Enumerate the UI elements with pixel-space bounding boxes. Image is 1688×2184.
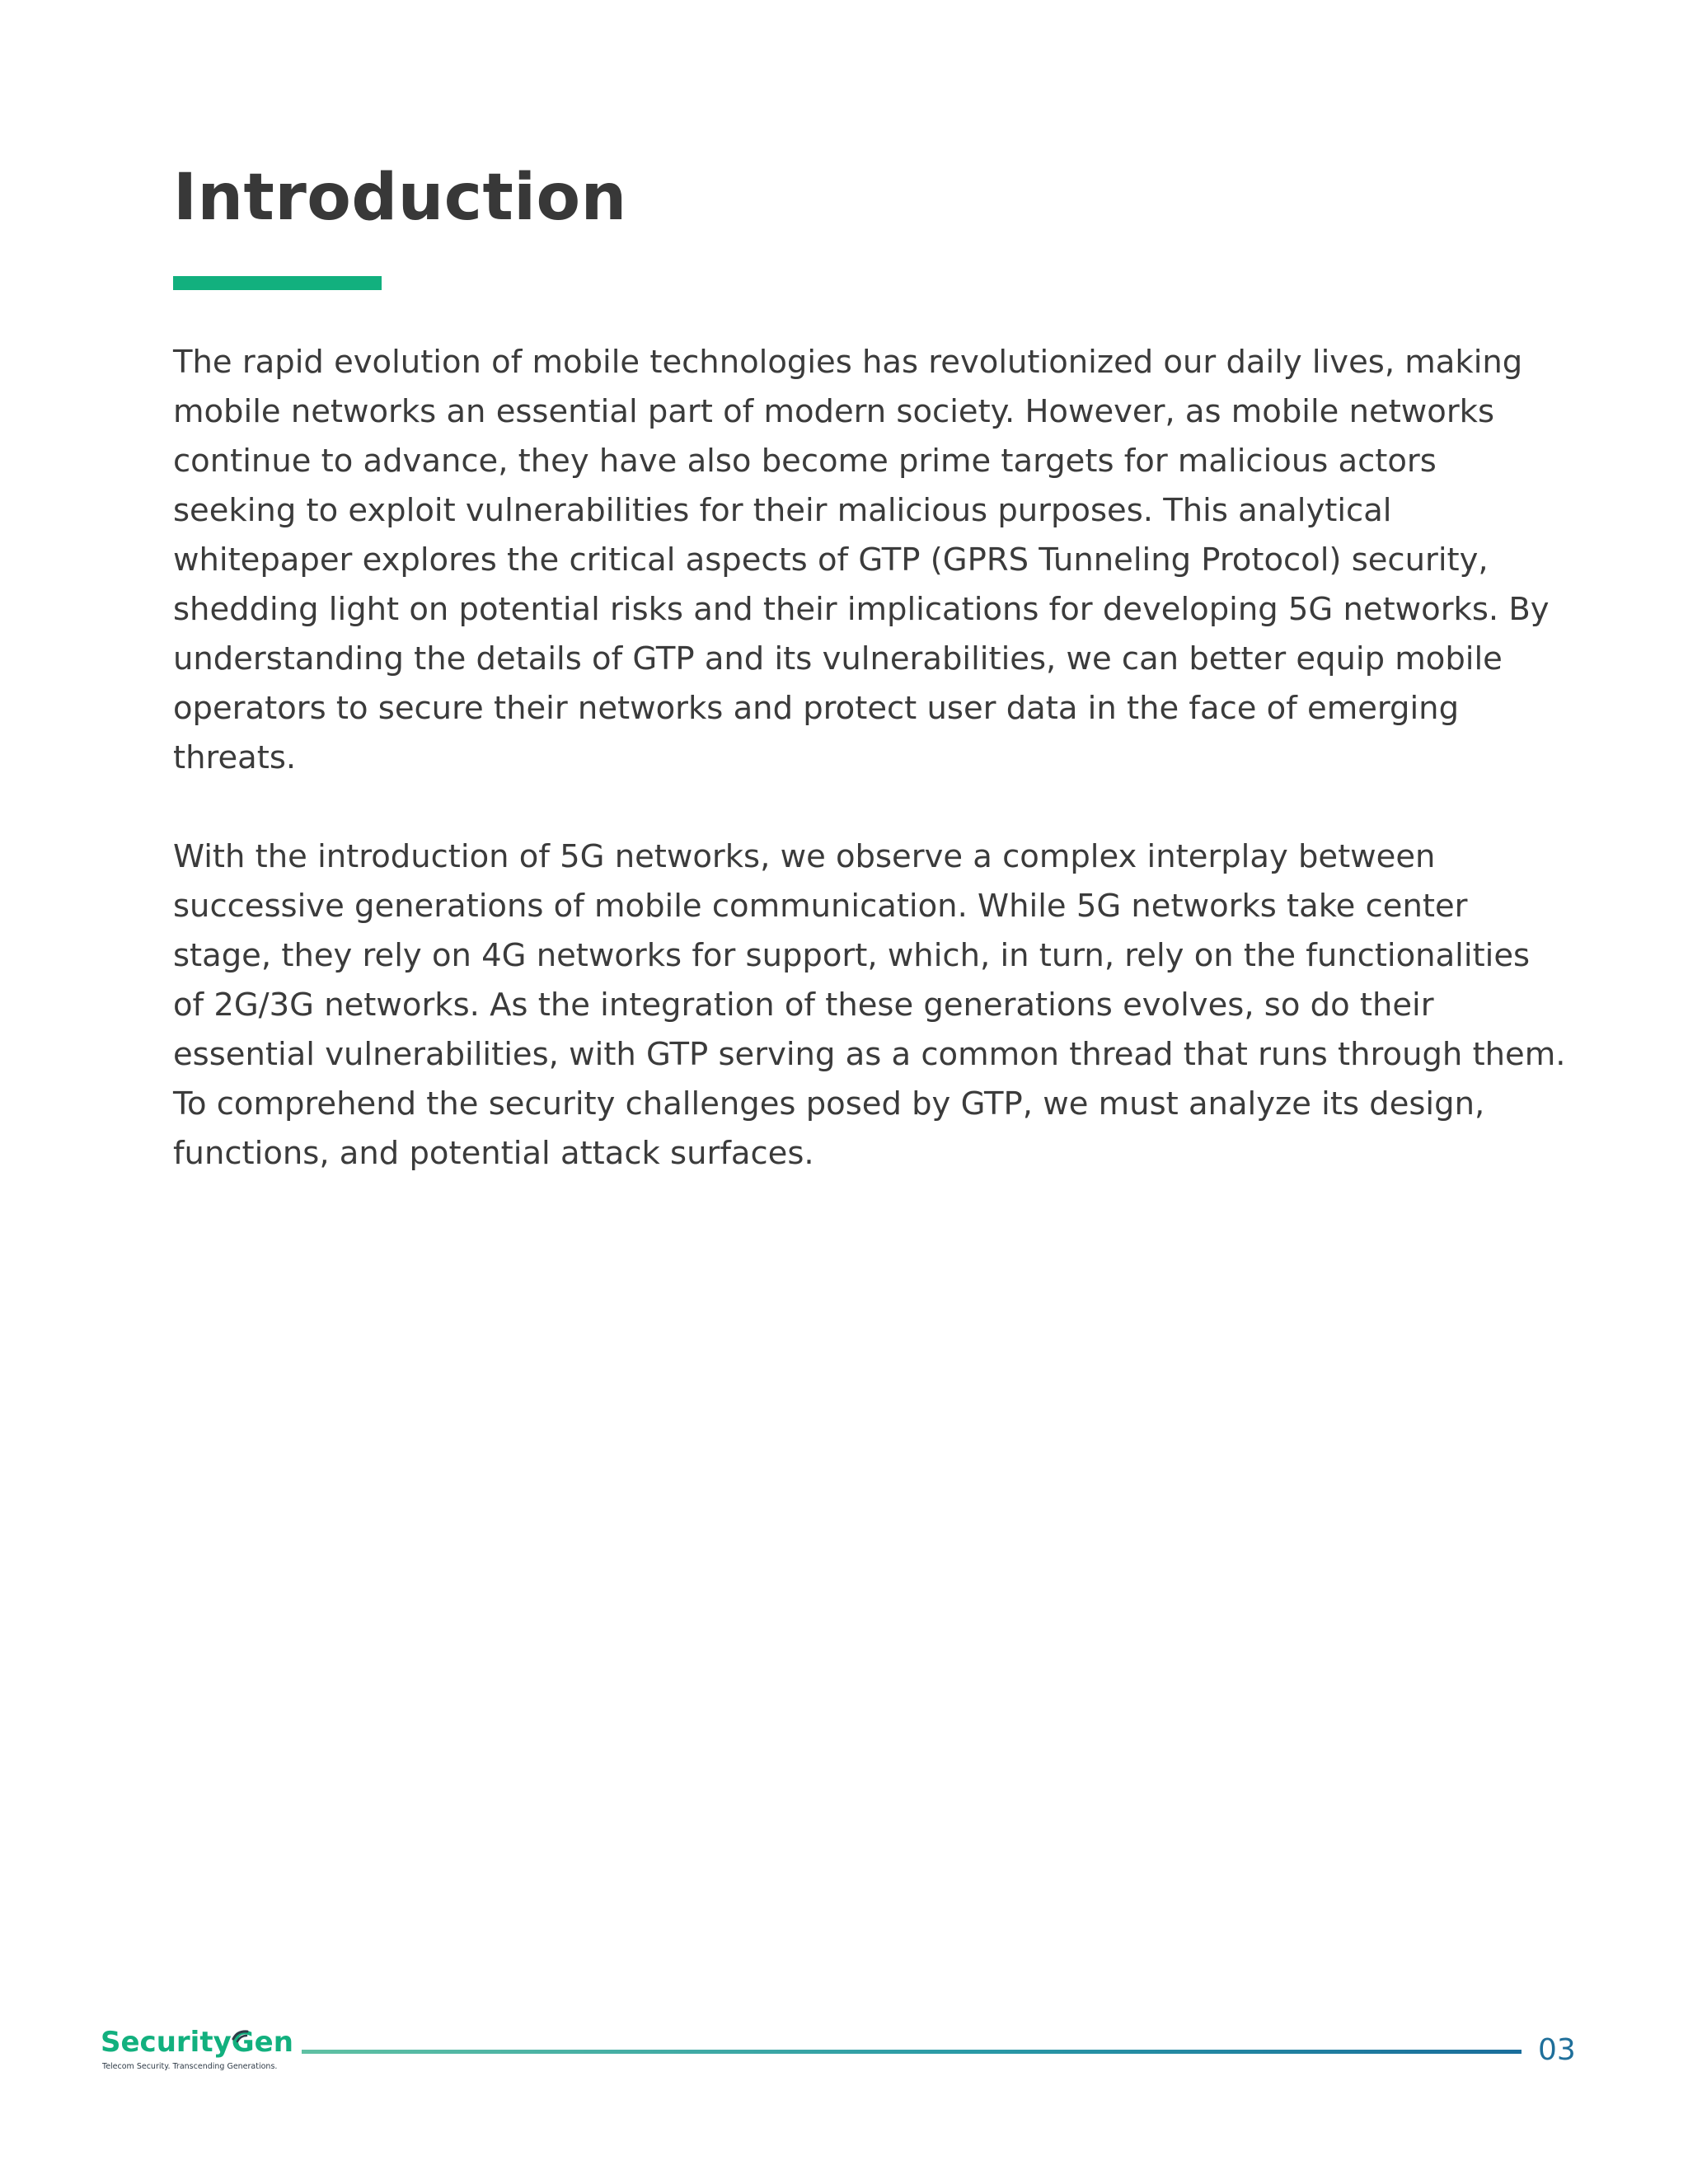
title-underline: [173, 276, 382, 290]
page-number: 03: [1538, 2033, 1576, 2067]
logo-swoosh-icon: [231, 2027, 252, 2046]
paragraph-1: The rapid evolution of mobile technologies has revolutionized our daily lives, making mobile networks an essential part of modern society. However, as mobile networks continue to advance, they have also become prime targets for malicious actors seeking to exploit vulnerabilities for their malicious purposes. This analytical whitepaper explores the critical aspects of GTP (GPRS Tunneling Protocol) security, shedding light on potential risks and their implications for developing 5G networks. By understanding the details of GTP and its vulnerabilities, we can better equip mobile operators to secure their networks and protect user data in the face of emerging threats.: [173, 344, 1550, 776]
footer-rule: [302, 2050, 1522, 2054]
logo-wordmark: SecurityGen: [101, 2026, 293, 2059]
securitygen-logo: [101, 2026, 293, 2075]
page-title: Introduction: [173, 161, 627, 235]
logo-tagline: Telecom Security. Transcending Generations.: [102, 2062, 278, 2071]
body-text: [173, 338, 1566, 1228]
paragraph-2: With the introduction of 5G networks, we observe a complex interplay between successive generations of mobile communication. While 5G networks take center stage, they rely on 4G networks for support, which, in turn, rely on the functionalities of 2G/3G networks. As the integration of these generations evolves, so do their essential vulnerabilities, with GTP serving as a common thread that runs through them. To comprehend the security challenges posed by GTP, we must analyze its design, functions, and potential attack surfaces.: [173, 838, 1566, 1172]
page-footer: [0, 2011, 1688, 2077]
